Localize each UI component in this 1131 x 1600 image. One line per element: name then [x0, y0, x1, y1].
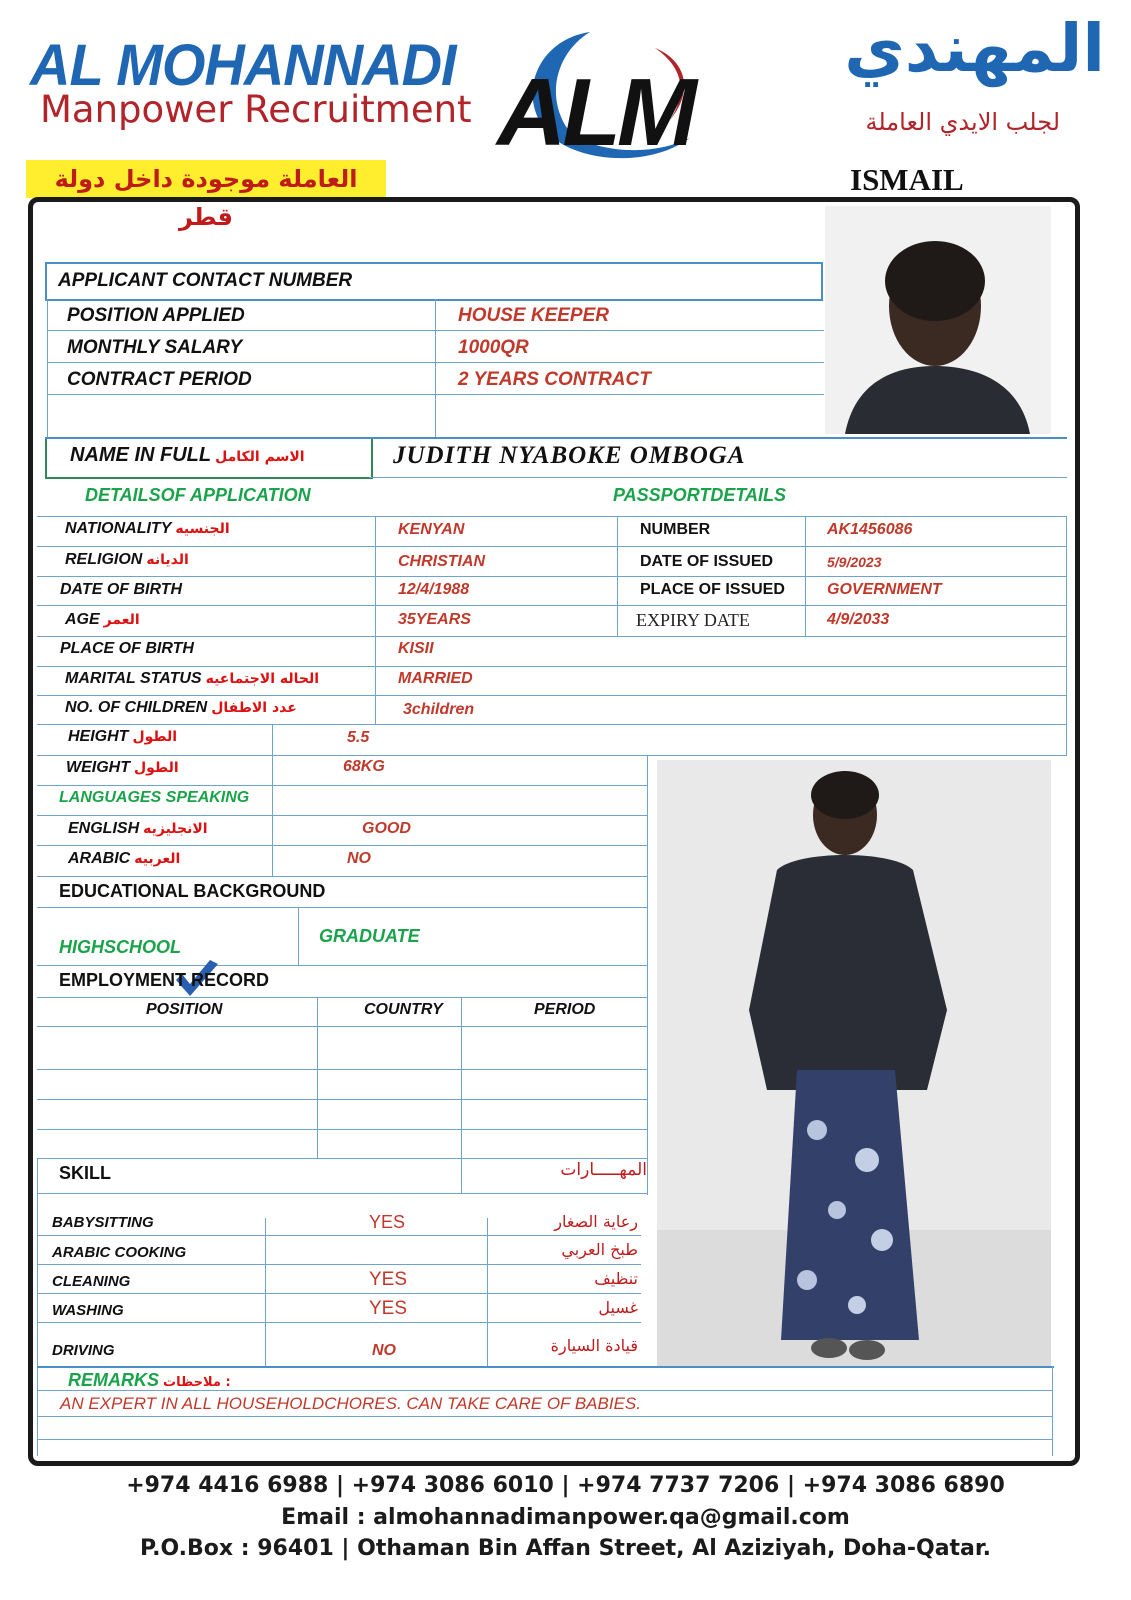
religion-label-en: RELIGION — [65, 551, 143, 568]
skill-babysitting-ar: رعاية الصغار — [554, 1212, 638, 1231]
children-value: 3children — [403, 701, 475, 718]
dob-value: 12/4/1988 — [398, 581, 470, 598]
education-title: EDUCATIONAL BACKGROUND — [59, 881, 326, 901]
english-label — [68, 820, 208, 838]
position-value: HOUSE KEEPER — [458, 305, 609, 326]
marital-label-en: MARITAL STATUS — [65, 670, 202, 687]
skill-washing-label: WASHING — [52, 1302, 124, 1319]
remarks-text: AN EXPERT IN ALL HOUSEHOLDCHORES. CAN TAKE CARE OF BABIES. — [60, 1394, 641, 1413]
issue-place-value: GOVERNMENT — [827, 581, 942, 598]
details-section-title: DETAILSOF APPLICATION — [85, 485, 311, 505]
remarks-label-en: REMARKS — [68, 1370, 160, 1390]
height-value: 5.5 — [347, 729, 370, 746]
full-name-value: JUDITH NYABOKE OMBOGA — [393, 442, 746, 469]
religion-label — [65, 551, 189, 569]
passport-number-label: NUMBER — [640, 521, 711, 538]
alm-logo — [495, 20, 720, 175]
height-label — [68, 728, 177, 746]
salary-value: 1000QR — [458, 337, 529, 358]
employment-col-position: POSITION — [146, 1001, 223, 1018]
age-label-en: AGE — [65, 611, 100, 628]
issue-place-label: PLACE OF ISSUED — [640, 581, 785, 598]
arabic-label — [68, 850, 180, 868]
skill-driving-value: NO — [372, 1342, 396, 1359]
nationality-label-ar: الجنسيه — [175, 521, 230, 537]
dob-label: DATE OF BIRTH — [60, 581, 183, 598]
age-label — [65, 611, 140, 629]
arabic-value: NO — [347, 850, 371, 867]
skill-babysitting-label: BABYSITTING — [52, 1214, 154, 1231]
notice-arabic: العاملة موجودة داخل دولة قطر — [26, 160, 386, 198]
weight-label — [66, 759, 179, 777]
skill-washing-value: YES — [369, 1298, 408, 1319]
full-body-photo — [657, 760, 1051, 1368]
skill-title: SKILL — [59, 1163, 111, 1183]
pob-label: PLACE OF BIRTH — [60, 640, 194, 657]
skill-cleaning-ar: تنظيف — [594, 1269, 638, 1288]
nationality-value: KENYAN — [398, 521, 465, 538]
expiry-date-value: 4/9/2033 — [827, 611, 890, 628]
religion-label-ar: الديانه — [146, 552, 189, 568]
arabic-label-en: ARABIC — [68, 850, 131, 867]
religion-value: CHRISTIAN — [398, 553, 486, 570]
age-label-ar: العمر — [103, 612, 140, 628]
contract-value: 2 YEARS CONTRACT — [458, 369, 651, 390]
brand-title-arabic: المهندي — [844, 10, 1105, 87]
employment-col-country: COUNTRY — [364, 1001, 443, 1018]
brand-subtitle-arabic: لجلب الايدي العاملة — [865, 108, 1060, 136]
skill-title-ar: المهـــــارات — [560, 1160, 647, 1180]
position-label: POSITION APPLIED — [67, 305, 245, 326]
footer-phones: +974 4416 6988 | +974 3086 6010 | +974 7737 7206 | +974 3086 6890 — [126, 1473, 1005, 1498]
languages-title: LANGUAGES SPEAKING — [59, 789, 250, 806]
age-value: 35YEARS — [398, 611, 471, 628]
weight-label-en: WEIGHT — [66, 759, 130, 776]
employment-col-period: PERIOD — [534, 1001, 596, 1018]
skill-babysitting-value: YES — [369, 1212, 406, 1231]
skill-cleaning-value: YES — [369, 1269, 408, 1290]
issue-date-value: 5/9/2023 — [827, 554, 882, 570]
height-label-en: HEIGHT — [68, 728, 129, 745]
name-label — [70, 444, 305, 467]
english-value: GOOD — [362, 820, 411, 837]
arabic-label-ar: العربيه — [134, 851, 181, 867]
english-label-en: ENGLISH — [68, 820, 140, 837]
brand-subtitle: Manpower Recruitment — [40, 88, 472, 131]
pob-value: KISII — [398, 640, 434, 657]
remarks-label — [68, 1370, 231, 1391]
marital-label — [65, 670, 319, 688]
english-label-ar: الانجليزيه — [143, 821, 208, 837]
passport-section-title: PASSPORTDETAILS — [613, 485, 787, 505]
marital-label-ar: الحاله الاجتماعيه — [205, 671, 320, 687]
agent-name: ISMAIL — [850, 162, 964, 197]
applicant-contact-label: APPLICANT CONTACT NUMBER — [58, 270, 353, 291]
employment-title: EMPLOYMENT RECORD — [59, 970, 270, 990]
education-status: GRADUATE — [319, 926, 420, 946]
weight-label-ar: الطول — [134, 760, 179, 776]
skill-cooking-ar: طبخ العربي — [561, 1240, 638, 1259]
passport-number-value: AK1456086 — [827, 521, 913, 538]
salary-label: MONTHLY SALARY — [67, 337, 243, 358]
skills-top-clip — [40, 1208, 642, 1231]
skill-cooking-label: ARABIC COOKING — [52, 1244, 187, 1261]
education-level: HIGHSCHOOL — [59, 937, 182, 957]
issue-date-label: DATE OF ISSUED — [640, 553, 774, 570]
alm-logo-text: ALM — [497, 59, 693, 166]
children-label-ar: عدد الاطفال — [211, 700, 297, 716]
skill-driving-label: DRIVING — [52, 1342, 115, 1359]
skill-washing-ar: غسيل — [598, 1298, 638, 1317]
contract-label: CONTRACT PERIOD — [67, 369, 252, 390]
weight-value: 68KG — [343, 758, 385, 775]
name-label-ar: الاسم الكامل — [215, 449, 305, 465]
nationality-label — [65, 520, 230, 538]
height-label-ar: الطول — [132, 729, 178, 745]
children-label — [65, 699, 297, 717]
marital-value: MARRIED — [398, 670, 473, 687]
skill-driving-ar: قيادة السيارة — [550, 1336, 638, 1355]
brand-title: AL MOHANNADI — [30, 31, 456, 98]
children-label-en: NO. OF CHILDREN — [65, 699, 208, 716]
remarks-label-ar: ملاحظات : — [163, 1375, 231, 1390]
name-label-en: NAME IN FULL — [70, 444, 212, 466]
nationality-label-en: NATIONALITY — [65, 520, 172, 537]
portrait-photo — [825, 206, 1051, 434]
skill-cleaning-label: CLEANING — [52, 1273, 131, 1290]
expiry-date-label: EXPIRY DATE — [636, 610, 750, 630]
footer-address: P.O.Box : 96401 | Othaman Bin Affan Street, Al Aziziyah, Doha-Qatar. — [140, 1536, 991, 1561]
footer-email: Email : almohannadimanpower.qa@gmail.com — [281, 1505, 850, 1530]
